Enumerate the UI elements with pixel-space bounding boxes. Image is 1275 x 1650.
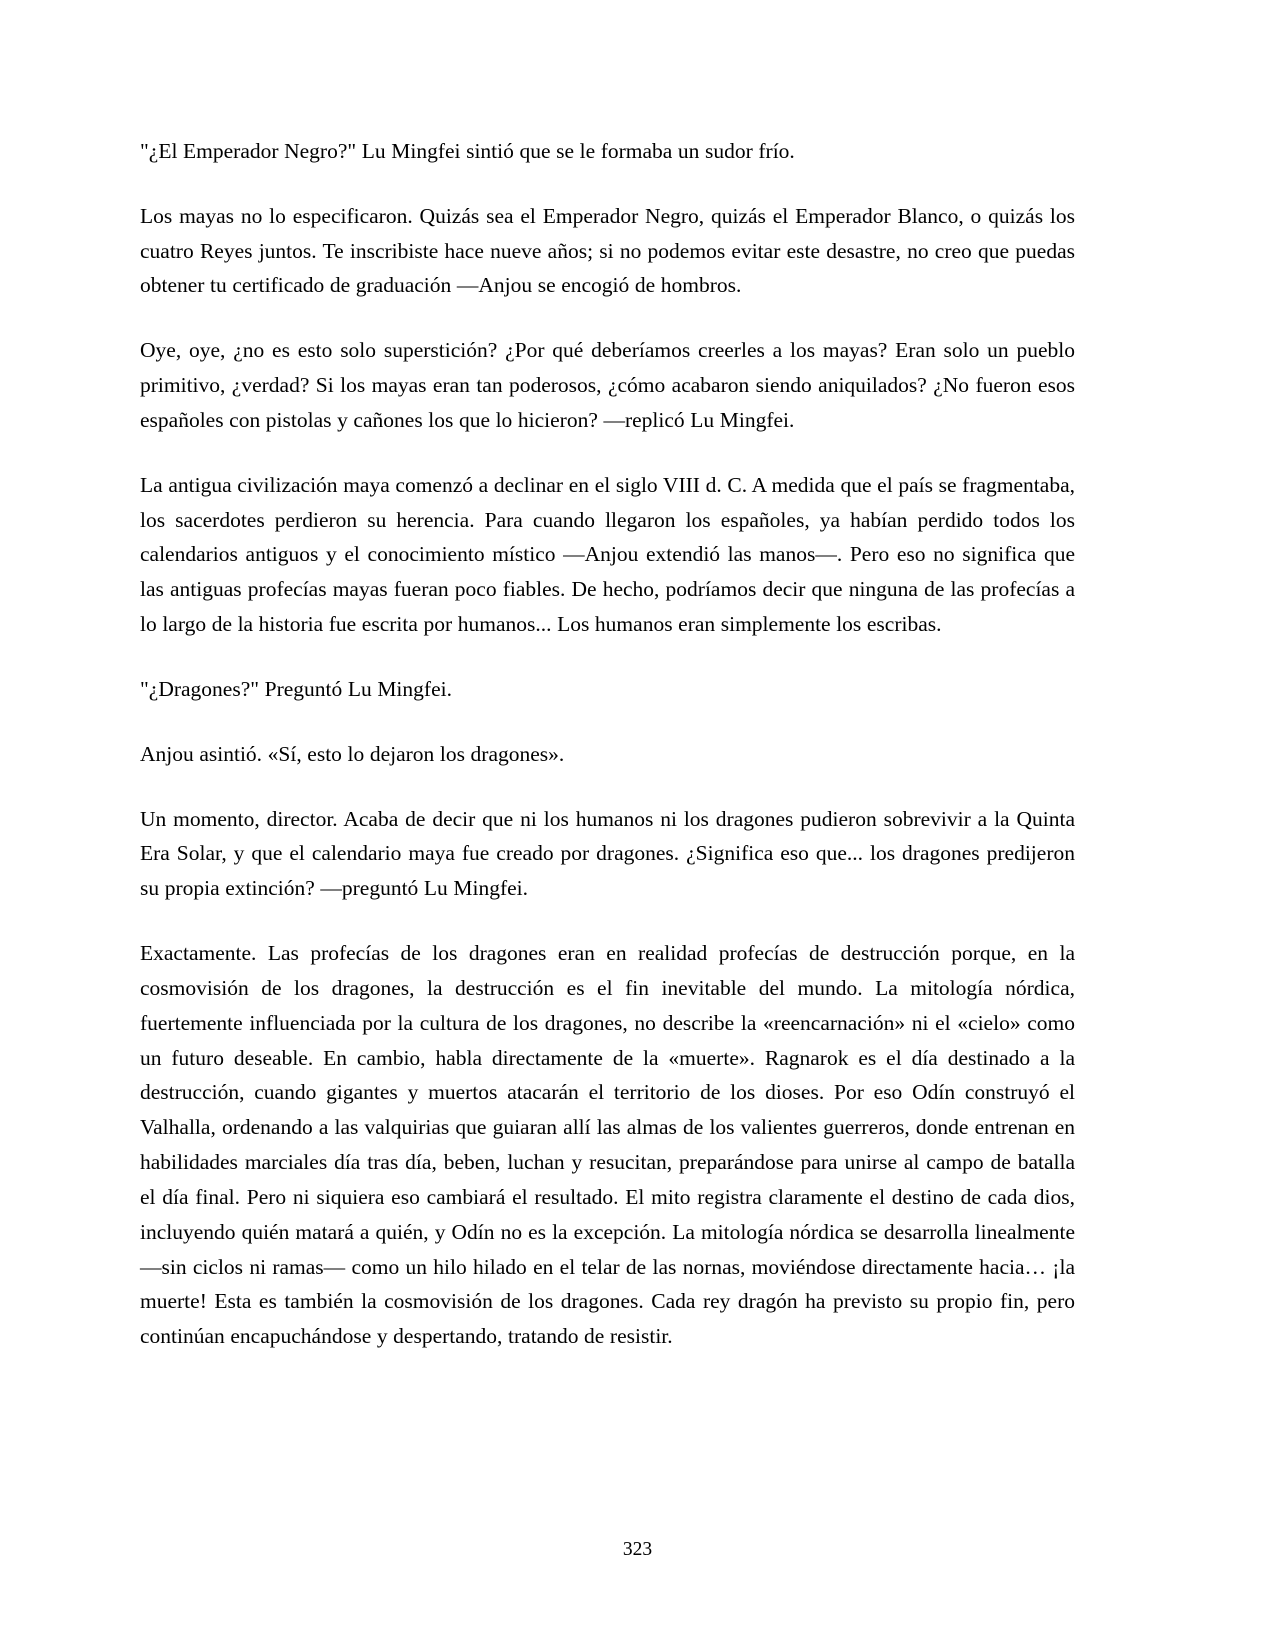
paragraph-8: Exactamente. Las profecías de los dragones eran en realidad profecías de destrucción porque, en la cosmovisión de los dragones, la destrucción es el fin inevitable del mundo. La mitología nórdica, fuertemente influenciada por la cultura de los dragones, no describe la «reencarnación» ni el «cielo» como un futuro deseable. En cambio, habla directamente de la «muerte». Ragnarok es el día destinado a la destrucción, cuando gigantes y muertos atacarán el territorio de los dioses. Por eso Odín construyó el Valhalla, ordenando a las valquirias que guiaran allí las almas de los valientes guerreros, donde entrenan en habilidades marciales día tras día, beben, luchan y resucitan, preparándose para unirse al campo de batalla el día final. Pero ni siquiera eso cambiará el resultado. El mito registra claramente el destino de cada dios, incluyendo quién matará a quién, y Odín no es la excepción. La mitología nórdica se desarrolla linealmente —sin ciclos ni ramas— como un hilo hilado en el telar de las nornas, moviéndose directamente hacia… ¡la muerte! Esta es también la cosmovisión de los dragones. Cada rey dragón ha previsto su propio fin, pero continúan encapuchándose y despertando, tratando de resistir.	[140, 941, 1075, 1349]
page-number: 323	[622, 1539, 653, 1560]
paragraph-5: "¿Dragones?" Preguntó Lu Mingfei.	[140, 676, 452, 701]
paragraph-7: Un momento, director. Acaba de decir que ni los humanos ni los dragones pudieron sobrevivir a la Quinta Era Solar, y que el calendario maya fue creado por dragones. ¿Significa eso que... los dragones predijeron su propia extinción? —preguntó Lu Mingfei.	[140, 806, 1075, 901]
paragraph-6: Anjou asintió. «Sí, esto lo dejaron los dragones».	[140, 741, 565, 766]
paragraph-1: "¿El Emperador Negro?" Lu Mingfei sintió que se le formaba un sudor frío.	[140, 139, 795, 163]
page-body-text	[140, 134, 1075, 1354]
paragraph-4: La antigua civilización maya comenzó a declinar en el siglo VIII d. C. A medida que el país se fragmentaba, los sacerdotes perdieron su herencia. Para cuando llegaron los españoles, ya habían perdido todos los calendarios antiguos y el conocimiento místico —Anjou extendió las manos—. Pero eso no significa que las antiguas profecías mayas fueran poco fiables. De hecho, podríamos decir que ninguna de las profecías a lo largo de la historia fue escrita por humanos... Los humanos eran simplemente los escribas.	[140, 472, 1075, 637]
paragraph-3: Oye, oye, ¿no es esto solo superstición? ¿Por qué deberíamos creerles a los mayas? Eran solo un pueblo primitivo, ¿verdad? Si los mayas eran tan poderosos, ¿cómo acabaron siendo aniquilados? ¿No fueron esos españoles con pistolas y cañones los que lo hicieron? —replicó Lu Mingfei.	[140, 338, 1075, 432]
paragraph-2: Los mayas no lo especificaron. Quizás sea el Emperador Negro, quizás el Emperador Blanco, o quizás los cuatro Reyes juntos. Te inscribiste hace nueve años; si no podemos evitar este desastre, no creo que puedas obtener tu certificado de graduación —Anjou se encogió de hombros.	[140, 203, 1075, 298]
